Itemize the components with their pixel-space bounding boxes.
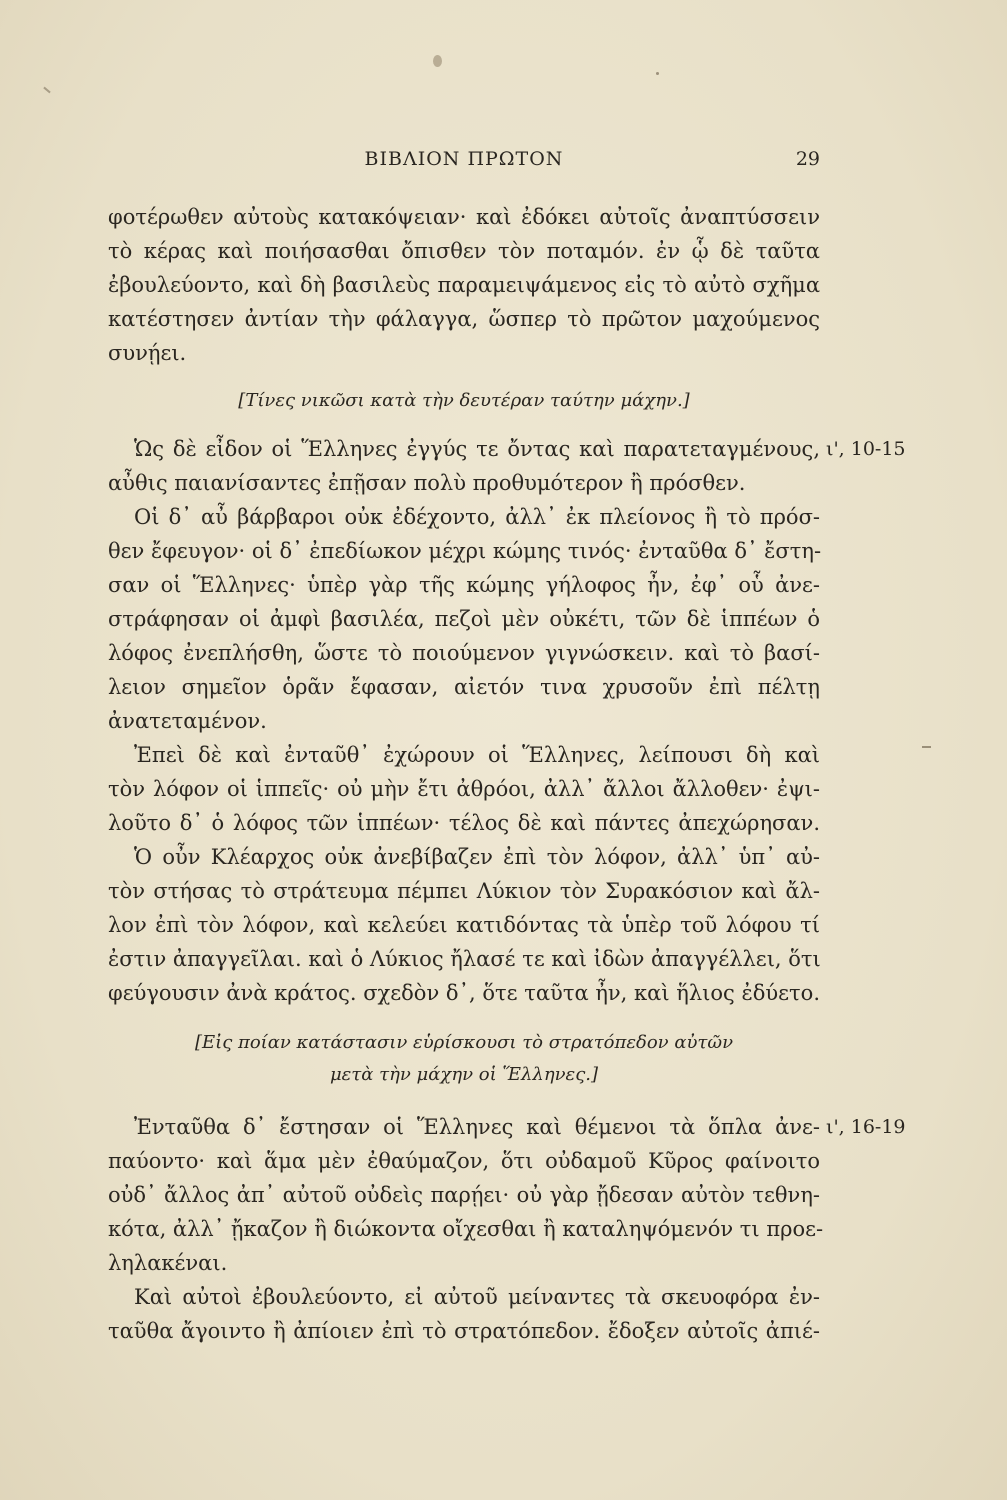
margin-reference: ι', 16-19: [826, 1116, 906, 1138]
text-line: Ὡς δὲ εἶδον οἱ Ἕλληνες ἐγγύς τε ὄντας καὶ παρατεταγμένους,: [134, 437, 820, 461]
text-line: λόφος ἐνεπλήσθη, ὥστε τὸ ποιούμενον γιγνώσκειν. καὶ τὸ βασί-: [108, 641, 820, 665]
margin-reference: ι', 10-15: [826, 438, 906, 460]
text-line: θεν ἔφευγον· οἱ δ᾽ ἐπεδίωκον μέχρι κώμης τινός· ἐνταῦθα δ᾽ ἔστη-: [108, 539, 822, 563]
text-line: σαν οἱ Ἕλληνες· ὑπὲρ γὰρ τῆς κώμης γήλοφος ἦν, ἐφ᾽ οὗ ἀνε-: [108, 573, 820, 597]
text-line: τὸν λόφον οἱ ἱππεῖς· οὐ μὴν ἔτι ἀθρόοι, ἀλλ᾽ ἄλλοι ἄλλοθεν· ἐψι-: [108, 777, 820, 801]
text-line: κατέστησεν ἀντίαν τὴν φάλαγγα, ὥσπερ τὸ πρῶτον μαχούμενος: [108, 307, 820, 331]
page-mark: [43, 87, 50, 94]
text-line: ταῦθα ἄγοιντο ἢ ἀπίοιεν ἐπὶ τὸ στρατόπεδον. ἔδοξεν αὐτοῖς ἀπιέ-: [108, 1319, 820, 1343]
text-line: ἐστιν ἀπαγγεῖλαι. καὶ ὁ Λύκιος ἤλασέ τε καὶ ἰδὼν ἀπαγγέλλει, ὅτι: [108, 947, 821, 971]
margin-dash: [922, 746, 931, 748]
running-title: ΒΙΒΛΙΟΝ ΠΡΩΤΟΝ: [364, 148, 564, 170]
text-line: λοῦτο δ᾽ ὁ λόφος τῶν ἱππέων· τέλος δὲ καὶ πάντες ἀπεχώρησαν.: [108, 811, 820, 835]
section-heading: [Εἰς ποίαν κατάστασιν εὑρίσκουσι τὸ στρατόπεδον αὐτῶν: [194, 1032, 734, 1053]
text-line: τὸ κέρας καὶ ποιήσασθαι ὄπισθεν τὸν ποταμόν. ἐν ᾧ δὲ ταῦτα: [108, 239, 820, 263]
section-heading: μετὰ τὴν μάχην οἱ Ἕλληνες.]: [329, 1064, 599, 1085]
text-line: φοτέρωθεν αὐτοὺς κατακόψειαν· καὶ ἐδόκει αὐτοῖς ἀναπτύσσειν: [108, 205, 820, 229]
text-line: Οἱ δ᾽ αὖ βάρβαροι οὐκ ἐδέχοντο, ἀλλ᾽ ἐκ πλείονος ἢ τὸ πρόσ-: [134, 505, 820, 529]
text-line: παύοντο· καὶ ἅμα μὲν ἐθαύμαζον, ὅτι οὐδαμοῦ Κῦρος φαίνοιτο: [108, 1149, 820, 1173]
text-line: οὐδ᾽ ἄλλος ἀπ᾽ αὐτοῦ οὐδεὶς παρῄει· οὐ γὰρ ᾔδεσαν αὐτὸν τεθνη-: [108, 1183, 820, 1207]
text-line: Ὁ οὖν Κλέαρχος οὐκ ἀνεβίβαζεν ἐπὶ τὸν λόφον, ἀλλ᾽ ὑπ᾽ αὐ-: [134, 845, 820, 869]
text-line: ἐβουλεύοντο, καὶ δὴ βασιλεὺς παραμειψάμενος εἰς τὸ αὐτὸ σχῆμα: [108, 273, 820, 297]
text-line: Ἐπεὶ δὲ καὶ ἐνταῦθ᾽ ἐχώρουν οἱ Ἕλληνες, λείπουσι δὴ καὶ: [134, 743, 820, 767]
text-line: κότα, ἀλλ᾽ ᾔκαζον ἢ διώκοντα οἴχεσθαι ἢ καταληψόμενόν τι προε-: [108, 1217, 824, 1241]
text-line: συνῄει.: [108, 341, 187, 365]
text-line: Καὶ αὐτοὶ ἐβουλεύοντο, εἰ αὐτοῦ μείναντες τὰ σκευοφόρα ἐν-: [134, 1285, 820, 1309]
text-line: ἀνατεταμένον.: [108, 709, 267, 733]
text-line: λειον σημεῖον ὁρᾶν ἔφασαν, αἰετόν τινα χρυσοῦν ἐπὶ πέλτῃ: [108, 675, 820, 699]
ink-blot: [433, 55, 442, 67]
text-line: στράφησαν οἱ ἀμφὶ βασιλέα, πεζοὶ μὲν οὐκέτι, τῶν δὲ ἱππέων ὁ: [108, 607, 820, 631]
section-heading: [Τίνες νικῶσι κατὰ τὴν δευτέραν ταύτην μάχην.]: [238, 390, 690, 411]
text-line: ληλακέναι.: [108, 1251, 228, 1275]
text-line: Ἐνταῦθα δ᾽ ἔστησαν οἱ Ἕλληνες καὶ θέμενοι τὰ ὅπλα ἀνε-: [134, 1115, 820, 1139]
text-line: αὖθις παιανίσαντες ἐπῇσαν πολὺ προθυμότερον ἢ πρόσθεν.: [108, 471, 746, 495]
text-line: τὸν στήσας τὸ στράτευμα πέμπει Λύκιον τὸν Συρακόσιον καὶ ἄλ-: [108, 879, 820, 903]
text-line: φεύγουσιν ἀνὰ κράτος. σχεδὸν δ᾽, ὅτε ταῦτα ἦν, καὶ ἥλιος ἐδύετο.: [108, 981, 820, 1005]
page-number: 29: [795, 148, 820, 170]
ink-speck: [656, 72, 659, 75]
text-line: λον ἐπὶ τὸν λόφον, καὶ κελεύει κατιδόντας τὰ ὑπὲρ τοῦ λόφου τί: [108, 913, 820, 937]
page-header: [108, 148, 820, 176]
